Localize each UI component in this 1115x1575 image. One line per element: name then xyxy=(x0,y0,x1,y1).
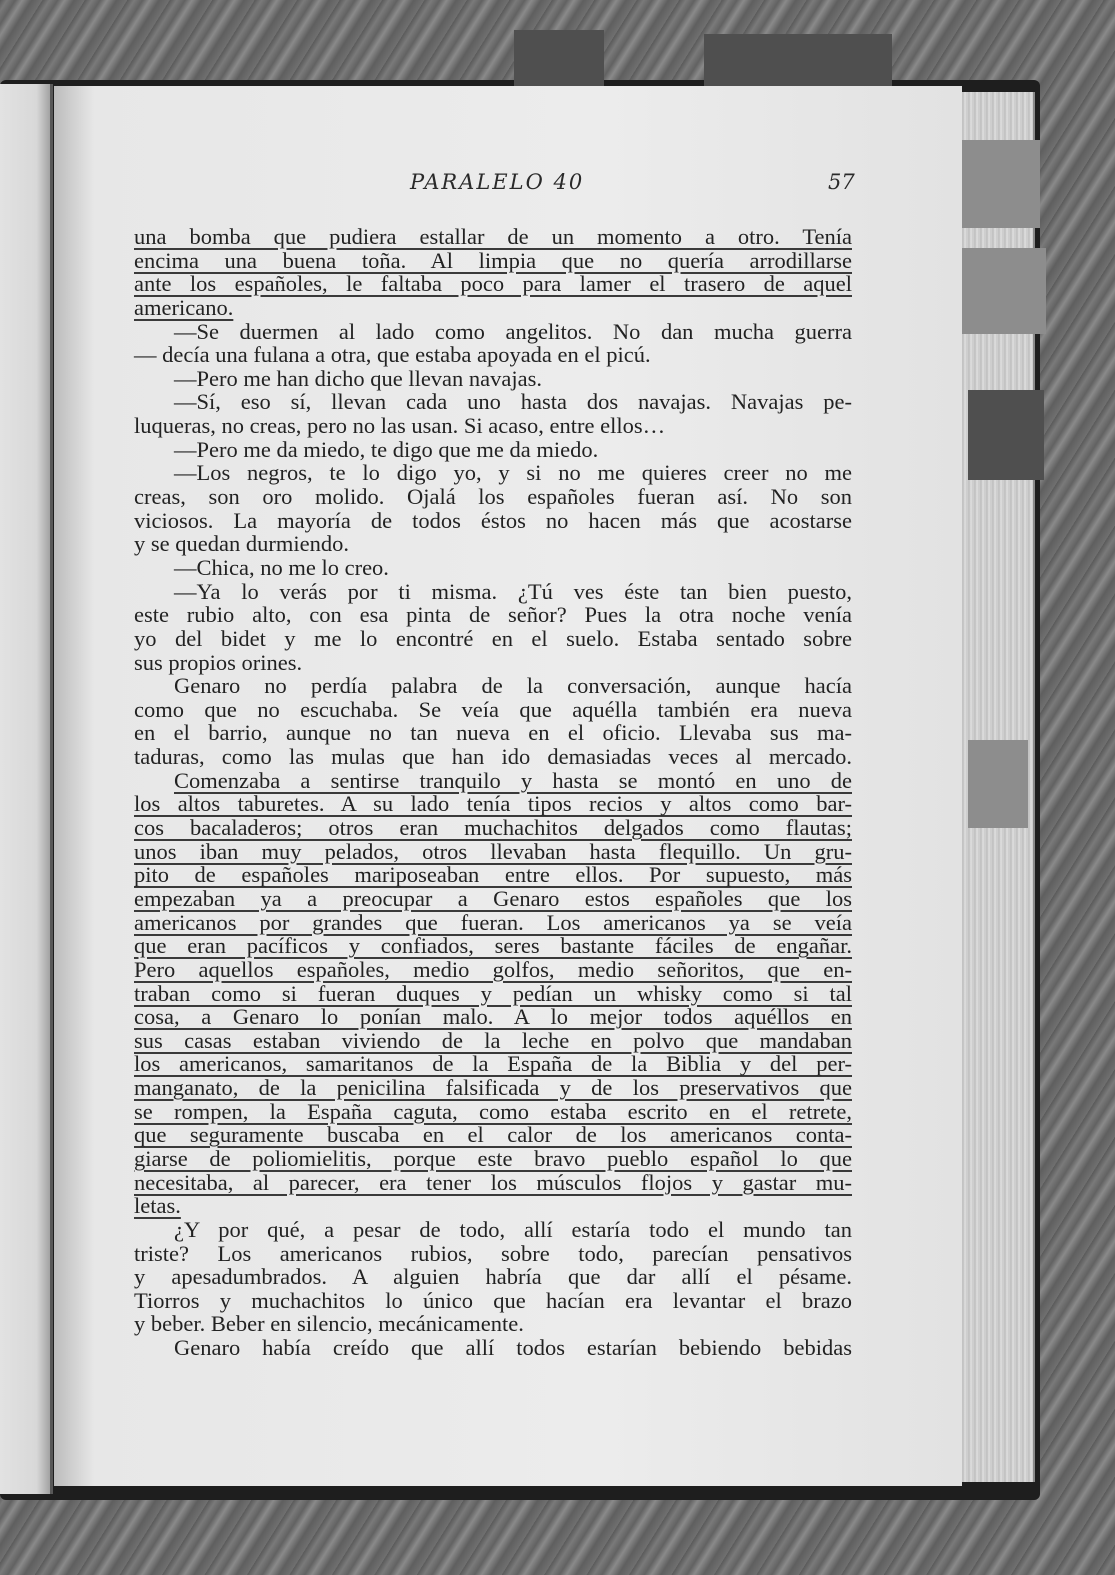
text-line: yo del bidet y me lo encontré en el suelo. Estaba sentado sobre xyxy=(134,625,852,651)
page-text xyxy=(134,225,852,1360)
text-line: —Pero me da miedo, te digo que me da miedo. xyxy=(174,436,599,462)
text-line: luqueras, no creas, pero no las usan. Si acaso, entre ellos… xyxy=(134,413,666,439)
text-line: necesitaba, al parecer, era tener los músculos flojos y gastar mu- xyxy=(134,1169,852,1195)
text-line: cos bacaladeros; otros eran muchachitos delgados como flautas; xyxy=(134,815,852,841)
text-line: sus propios orines. xyxy=(134,649,303,675)
text-line: —Pero me han dicho que llevan navajas. xyxy=(174,365,543,391)
text-line: viciosos. La mayoría de todos éstos no hacen más que acostarse xyxy=(134,507,852,533)
text-line: giarse de poliomielitis, porque este bravo pueblo español lo que xyxy=(134,1145,852,1171)
text-line: una bomba que pudiera estallar de un momento a otro. Tenía xyxy=(134,224,852,249)
text-line: que eran pacíficos y confiados, seres bastante fáciles de engañar. xyxy=(134,933,852,959)
text-line: —Los negros, te lo digo yo, y si no me quieres creer no me xyxy=(174,460,852,486)
text-line: en el barrio, aunque no tan nueva en el oficio. Llevaba sus ma- xyxy=(134,720,852,746)
text-line: Genaro había creído que allí todos estarían bebiendo bebidas xyxy=(174,1335,852,1361)
bookmark-tab-top-1 xyxy=(514,30,604,88)
text-line: encima una buena toña. Al limpia que no quería arrodillarse xyxy=(134,247,852,273)
text-line: Tiorros y muchachitos lo único que hacían era levantar el brazo xyxy=(134,1287,852,1313)
text-line: —Chica, no me lo creo. xyxy=(174,554,389,580)
running-head: PARALELO 40 xyxy=(410,170,585,194)
text-line: —Se duermen al lado como angelitos. No dan mucha guerra xyxy=(174,318,852,344)
text-line: este rubio alto, con esa pinta de señor? Pues la otra noche venía xyxy=(134,602,852,628)
text-line: los americanos, samaritanos de la España de la Biblia y del per- xyxy=(134,1051,852,1077)
left-page-edge xyxy=(0,84,52,1494)
text-line: se rompen, la España caguta, como estaba escrito en el retrete, xyxy=(134,1098,852,1124)
text-line: ¿Y por qué, a pesar de todo, allí estaría todo el mundo tan xyxy=(174,1216,852,1242)
bookmark-tab-top-2 xyxy=(704,34,892,88)
book-spine xyxy=(50,84,53,1494)
text-line: cosa, a Genaro lo ponían malo. A lo mejor todos aquéllos en xyxy=(134,1004,852,1030)
text-line: — decía una fulana a otra, que estaba apoyada en el picú. xyxy=(134,342,651,368)
text-line: ante los españoles, le faltaba poco para lamer el trasero de aquel xyxy=(134,271,852,297)
bookmark-tab-side-2 xyxy=(962,248,1046,334)
text-line: traban como si fueran duques y pedían un whisky como si tal xyxy=(134,980,852,1006)
bookmark-tab-side-4 xyxy=(968,740,1028,828)
text-line: sus casas estaban viviendo de la leche en polvo que mandaban xyxy=(134,1027,852,1053)
text-line: —Ya lo verás por ti misma. ¿Tú ves éste tan bien puesto, xyxy=(174,578,852,604)
text-line: —Sí, eso sí, llevan cada uno hasta dos navajas. Navajas pe- xyxy=(174,389,852,415)
page-number: 57 xyxy=(828,170,855,194)
text-line: que seguramente buscaba en el calor de los americanos conta- xyxy=(134,1122,852,1148)
text-line: taduras, como las mulas que han ido demasiadas veces al mercado. xyxy=(134,744,852,770)
text-line: Comenzaba a sentirse tranquilo y hasta se montó en uno de xyxy=(174,767,852,793)
text-line: americano. xyxy=(134,294,234,320)
text-line: manganato, de la penicilina falsificada y de los preservativos que xyxy=(134,1075,852,1101)
text-line: letas. xyxy=(134,1193,181,1219)
text-line: unos iban muy pelados, otros llevaban hasta flequillo. Un gru- xyxy=(134,838,852,864)
text-line: y se quedan durmiendo. xyxy=(134,531,349,557)
text-line: como que no escuchaba. Se veía que aquélla también era nueva xyxy=(134,696,852,722)
text-line: pito de españoles mariposeaban entre ellos. Por supuesto, más xyxy=(134,862,852,888)
text-line: Genaro no perdía palabra de la conversación, aunque hacía xyxy=(174,673,852,699)
text-line: y beber. Beber en silencio, mecánicamente. xyxy=(134,1311,524,1337)
text-line: empezaban ya a preocupar a Genaro estos españoles que los xyxy=(134,885,852,911)
text-line: creas, son oro molido. Ojalá los españoles fueran así. No son xyxy=(134,484,852,510)
text-line: triste? Los americanos rubios, sobre todo, parecían pensativos xyxy=(134,1240,852,1266)
text-line: americanos por grandes que fueran. Los americanos ya se veía xyxy=(134,909,852,935)
bookmark-tab-side-1 xyxy=(962,140,1040,228)
text-line: los altos taburetes. A su lado tenía tipos recios y altos como bar- xyxy=(134,791,852,817)
text-line: Pero aquellos españoles, medio golfos, medio señoritos, que en- xyxy=(134,956,852,982)
bookmark-tab-side-3 xyxy=(968,390,1044,480)
text-line: y apesadumbrados. A alguien habría que dar allí el pésame. xyxy=(134,1264,852,1290)
